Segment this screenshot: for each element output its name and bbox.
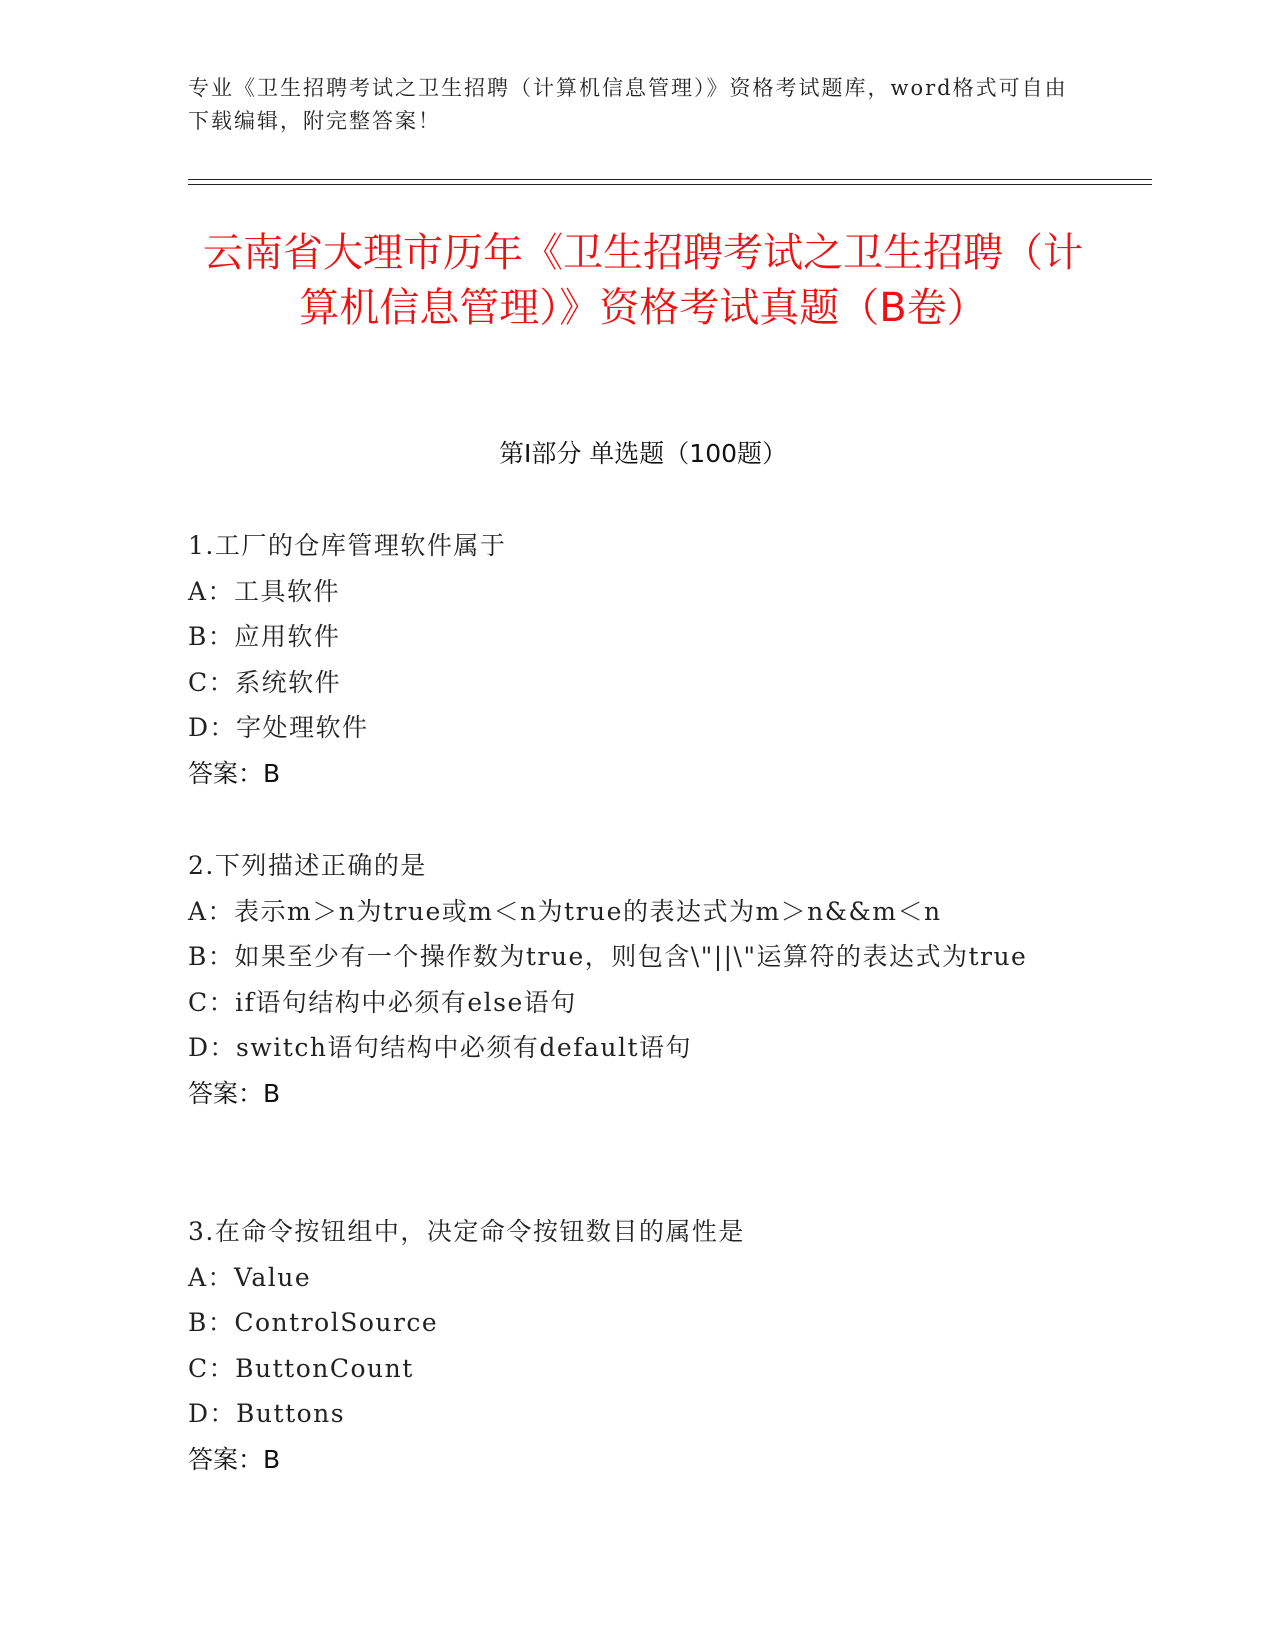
- question-3: [188, 1209, 1088, 1482]
- option-b: B：如果至少有一个操作数为true，则包含\"||\"运算符的表达式为true: [188, 942, 1028, 971]
- option-b: B：应用软件: [188, 622, 341, 651]
- header-rule-bottom: [188, 184, 1152, 185]
- section-heading: 第I部分 单选题（100题）: [498, 439, 788, 468]
- option-d: D：switch语句结构中必须有default语句: [188, 1033, 693, 1062]
- header-rule-top: [188, 179, 1152, 180]
- question-stem: 1.工厂的仓库管理软件属于: [188, 531, 507, 560]
- option-a: A：Value: [188, 1262, 312, 1292]
- option-c: C：ButtonCount: [188, 1353, 414, 1383]
- answer-line: 答案：B: [188, 1078, 281, 1108]
- option-c: C：if语句结构中必须有else语句: [188, 987, 577, 1017]
- question-stem: 3.在命令按钮组中，决定命令按钮数目的属性是: [188, 1217, 745, 1246]
- answer-line: 答案：B: [188, 758, 281, 788]
- option-d: D：Buttons: [188, 1399, 346, 1428]
- question-2: [188, 843, 1088, 1116]
- document-title: 云南省大理市历年《卫生招聘考试之卫生招聘（计算机信息管理）》资格考试真题（B卷）: [203, 230, 1083, 331]
- option-d: D：字处理软件: [188, 713, 369, 742]
- question-1: [188, 523, 1088, 796]
- answer-line: 答案：B: [188, 1444, 281, 1474]
- option-a: A：工具软件: [188, 576, 341, 606]
- question-stem: 2.下列描述正确的是: [188, 851, 427, 880]
- option-a: A：表示m＞n为true或m＜n为true的表达式为m＞n&&m＜n: [188, 896, 942, 926]
- intro-text: 专业《卫生招聘考试之卫生招聘（计算机信息管理）》资格考试题库，word格式可自由下载编辑，附完整答案！: [188, 76, 1068, 133]
- option-b: B：ControlSource: [188, 1308, 439, 1337]
- option-c: C：系统软件: [188, 667, 342, 697]
